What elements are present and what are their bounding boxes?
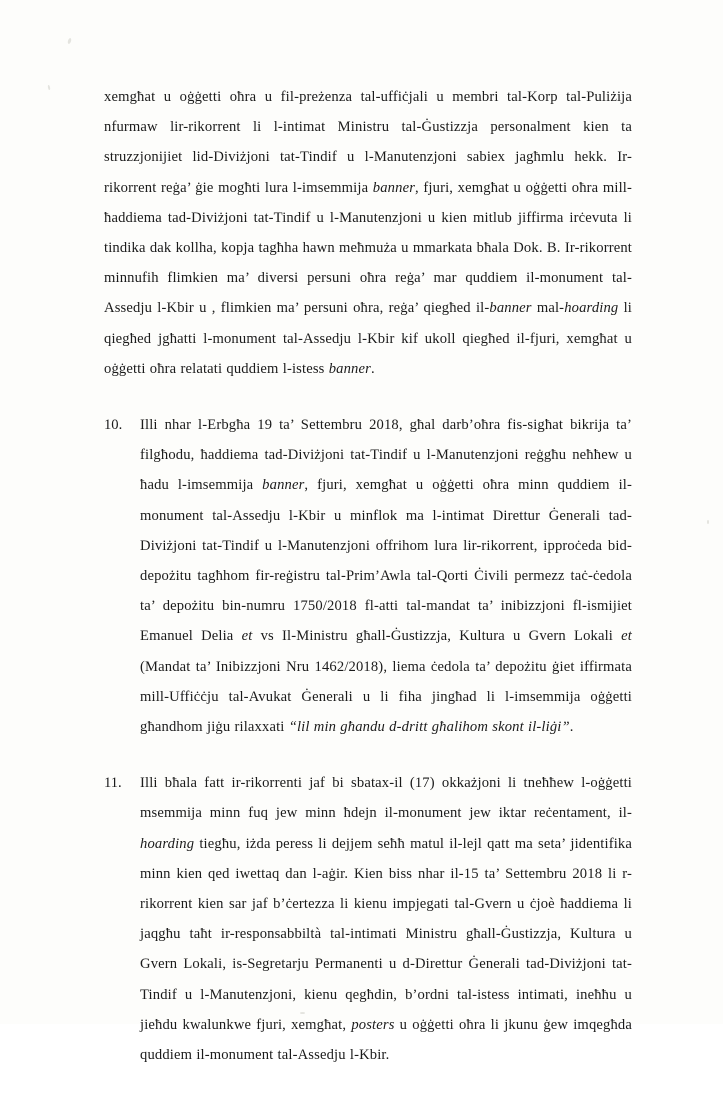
paragraph-10-text: Illi nhar l-Erbgħa 19 ta’ Settembru 2018, għal darb’oħra fis-sigħat bikrija ta’ filgħodu, ħaddiema tad-Diviżjoni tat-Tindif u l-Manutenzjoni reġgħu neħħew u ħadu l-imsemmija banner, fjuri, xemgħat u oġġetti oħra minn quddiem il-monument tal-Assedju l-Kbir u minflok ma l-intimat Direttur Ġenerali tad-Diviżjoni tat-Tindif u l-Manutenzjoni offrihom lura lir-rikorrent, ipproċeda bid-depożitu tagħhom fir-reġistru tal-Prim’Awla tal-Qorti Ċivili permezz taċ-ċedola ta’ depożitu bin-numru 1750/2018 fl-atti tal-mandat ta’ inibizzjoni fl-ismijiet Emanuel Delia et vs Il-Ministru għall-Ġustizzja, Kultura u Gvern Lokali et (Mandat ta’ Inibizzjoni Nru 1462/2018), liema ċedola ta’ depożitu ġiet iffirmata mill-Uffiċċju tal-Avukat Ġenerali u li fiha jingħad li l-imsemmija oġġetti għandhom jiġu rilaxxati “lil min għandu d-dritt għalihom skont il-liġi”. (140, 417, 632, 736)
scan-speck-icon (67, 38, 72, 45)
document-body (104, 82, 632, 1096)
paragraph-11 (104, 768, 632, 1070)
scan-speck-icon (48, 85, 51, 90)
paragraph-number: 10. (104, 417, 123, 434)
scan-speck-icon (707, 520, 709, 524)
paragraph-10 (104, 410, 632, 742)
paragraph-number: 11. (104, 775, 122, 792)
paragraph-continued: xemgħat u oġġetti oħra u fil-preżenza tal-uffiċjali u membri tal-Korp tal-Puliżija nfurmaw lir-rikorrent li l-intimat Ministru tal-Ġustizzja personalment kien ta struzzjonijiet lid-Diviżjoni tat-Tindif u l-Manutenzjoni sabiex jagħmlu hekk. Ir-rikorrent reġa’ ġie mogħti lura l-imsemmija banner, fjuri, xemgħat u oġġetti oħra mill-ħaddiema tad-Diviżjoni tat-Tindif u l-Manutenzjoni u kien mitlub jiffirma irċevuta li tindika dak kollha, kopja tagħha hawn meħmuża u mmarkata bħala Dok. B. Ir-rikorrent minnufih flimkien ma’ diversi persuni oħra reġa’ mar quddiem il-monument tal-Assedju l-Kbir u , flimkien ma’ persuni oħra, reġa’ qiegħed il-banner mal-hoarding li qiegħed jgħatti l-monument tal-Assedju l-Kbir kif ukoll qiegħed il-fjuri, xemgħat u oġġetti oħra relatati quddiem l-istess banner. (104, 89, 632, 377)
paragraph-11-text: Illi bħala fatt ir-rikorrenti jaf bi sbatax-il (17) okkażjoni li tneħħew l-oġġetti msemmija minn fuq jew minn ħdejn il-monument jew iktar reċentament, il-hoarding tiegħu, iżda peress li dejjem seħħ matul il-lejl qatt ma seta’ jidentifika minn kien qed iwettaq dan l-aġir. Kien biss nhar il-15 ta’ Settembru 2018 li r-rikorrent kien sar jaf b’ċertezza li kienu impjegati tal-Gvern u ċjoè ħaddiema li jaqgħu taħt ir-responsabbiltà tal-intimati Ministru għall-Ġustizzja, Kultura u Gvern Lokali, is-Segretarju Permanenti u d-Direttur Ġenerali tad-Diviżjoni tat-Tindif u l-Manutenzjoni, kienu qegħdin, b’ordni tal-istess intimati, ineħħu u jieħdu kwalunkwe fjuri, xemgħat, posters u oġġetti oħra li jkunu ġew imqegħda quddiem il-monument tal-Assedju l-Kbir. (140, 775, 632, 1064)
